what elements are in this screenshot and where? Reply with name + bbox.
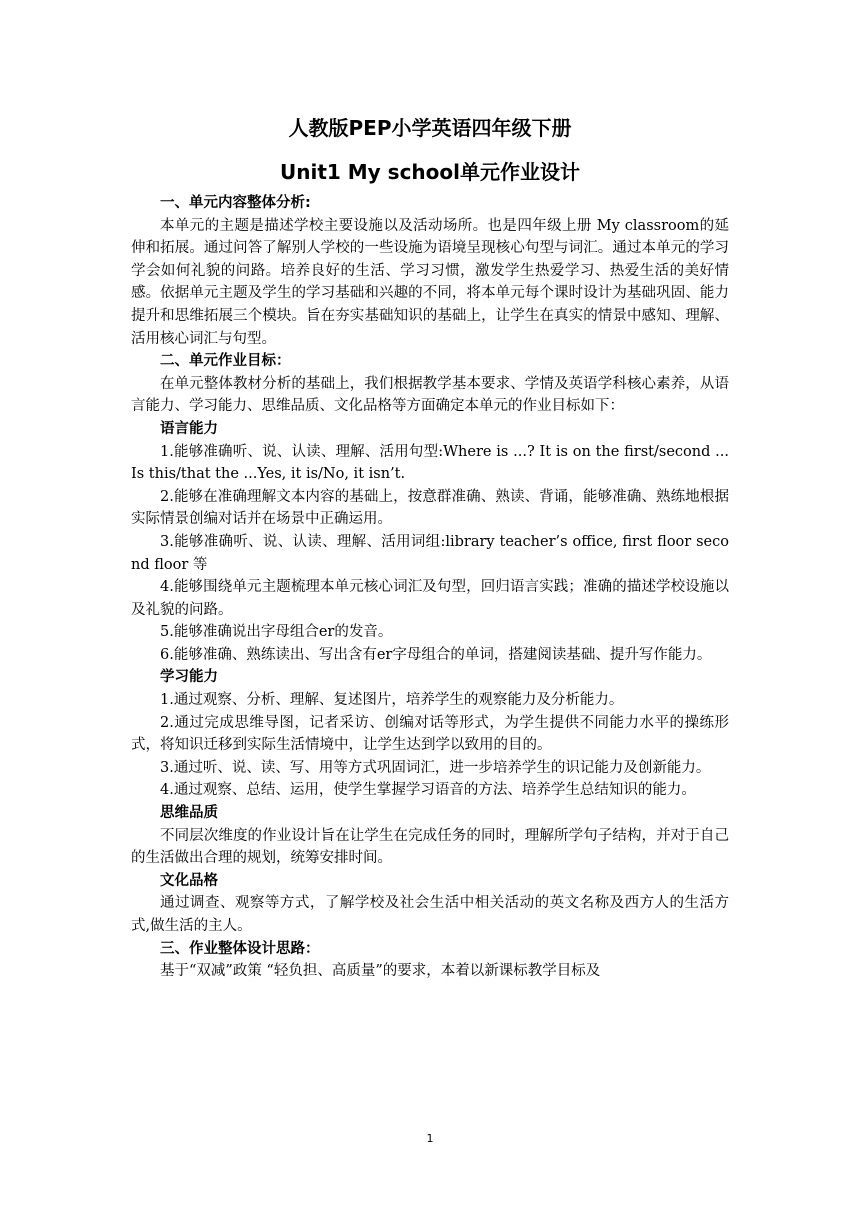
document-subtitle: Unit1 My school单元作业设计 (279, 160, 580, 184)
paragraph: 通过调查、观察等方式，了解学校及社会生活中相关活动的英文名称及西方人的生活方式,做生活的主人。 (131, 895, 729, 934)
document-body (131, 192, 729, 983)
section-heading: 三、作业整体设计思路： (160, 940, 320, 957)
paragraph: 基于“双减”政策 “轻负担、高质量”的要求，本着以新课标教学目标及 (160, 963, 601, 980)
list-item: 3.能够准确听、说、认读、理解、活用词组:library teacher’s office, first floor second floor 等 (131, 533, 729, 573)
subsection-heading: 学习能力 (160, 669, 218, 686)
list-item: 2.能够在准确理解文本内容的基础上，按意群准确、熟读、背诵，能够准确、熟练地根据实际情景创编对话并在场景中正确运用。 (131, 488, 729, 528)
subsection-heading: 文化品格 (160, 872, 218, 889)
list-item: 5.能够准确说出字母组合er的发音。 (160, 624, 393, 641)
list-item: 1.能够准确听、说、认读、理解、活用句型:Where is ...? It is on the first/second ... Is this/that the ...Yes, it is/No, it isn’t. (131, 443, 729, 483)
page-number: 1 (426, 1132, 434, 1145)
paragraph: 在单元整体教材分析的基础上，我们根据教学基本要求、学情及英语学科核心素养，从语言能力、学习能力、思维品质、文化品格等方面确定本单元的作业目标如下： (131, 375, 729, 415)
document-title: 人教版PEP小学英语四年级下册 (288, 116, 572, 140)
list-item: 4.能够围绕单元主题梳理本单元核心词汇及句型，回归语言实践；准确的描述学校设施以及礼貌的问路。 (131, 579, 729, 618)
paragraph: 不同层次维度的作业设计旨在让学生在完成任务的同时，理解所学句子结构，并对于自己的生活做出合理的规划，统筹安排时间。 (131, 827, 729, 867)
section-heading: 一、单元内容整体分析: (160, 195, 311, 211)
list-item: 1.通过观察、分析、理解、复述图片，培养学生的观察能力及分析能力。 (160, 692, 624, 709)
list-item: 6.能够准确、熟练读出、写出含有er字母组合的单词，搭建阅读基础、提升写作能力。 (160, 646, 712, 663)
paragraph: 本单元的主题是描述学校主要设施以及活动场所。也是四年级上册 My classroom的延伸和拓展。通过问答了解别人学校的一些设施为语境呈现核心句型与词汇。通过本单元的学习学会如何礼貌的问路。培养良好的生活、学习习惯，激发学生热爱学习、热爱生活的美好情感。依据单元主题及学生的学习基础和兴趣的不同，将本单元每个课时设计为基础巩固、能力提升和思维拓展三个模块。旨在夯实基础知识的基础上，让学生在真实的情景中感知、理解、活用核心词汇与句型。 (131, 217, 729, 347)
subsection-heading: 语言能力 (160, 420, 218, 437)
list-item: 2.通过完成思维导图，记者采访、创编对话等形式，为学生提供不同能力水平的操练形式，将知识迁移到实际生活情境中，让学生达到学以致用的目的。 (131, 714, 729, 754)
subsection-heading: 思维品质 (160, 805, 218, 822)
list-item: 3.通过听、说、读、写、用等方式巩固词汇，进一步培养学生的识记能力及创新能力。 (160, 759, 711, 776)
list-item: 4.通过观察、总结、运用，使学生掌握学习语音的方法、培养学生总结知识的能力。 (160, 782, 696, 799)
section-heading: 二、单元作业目标： (160, 353, 291, 370)
